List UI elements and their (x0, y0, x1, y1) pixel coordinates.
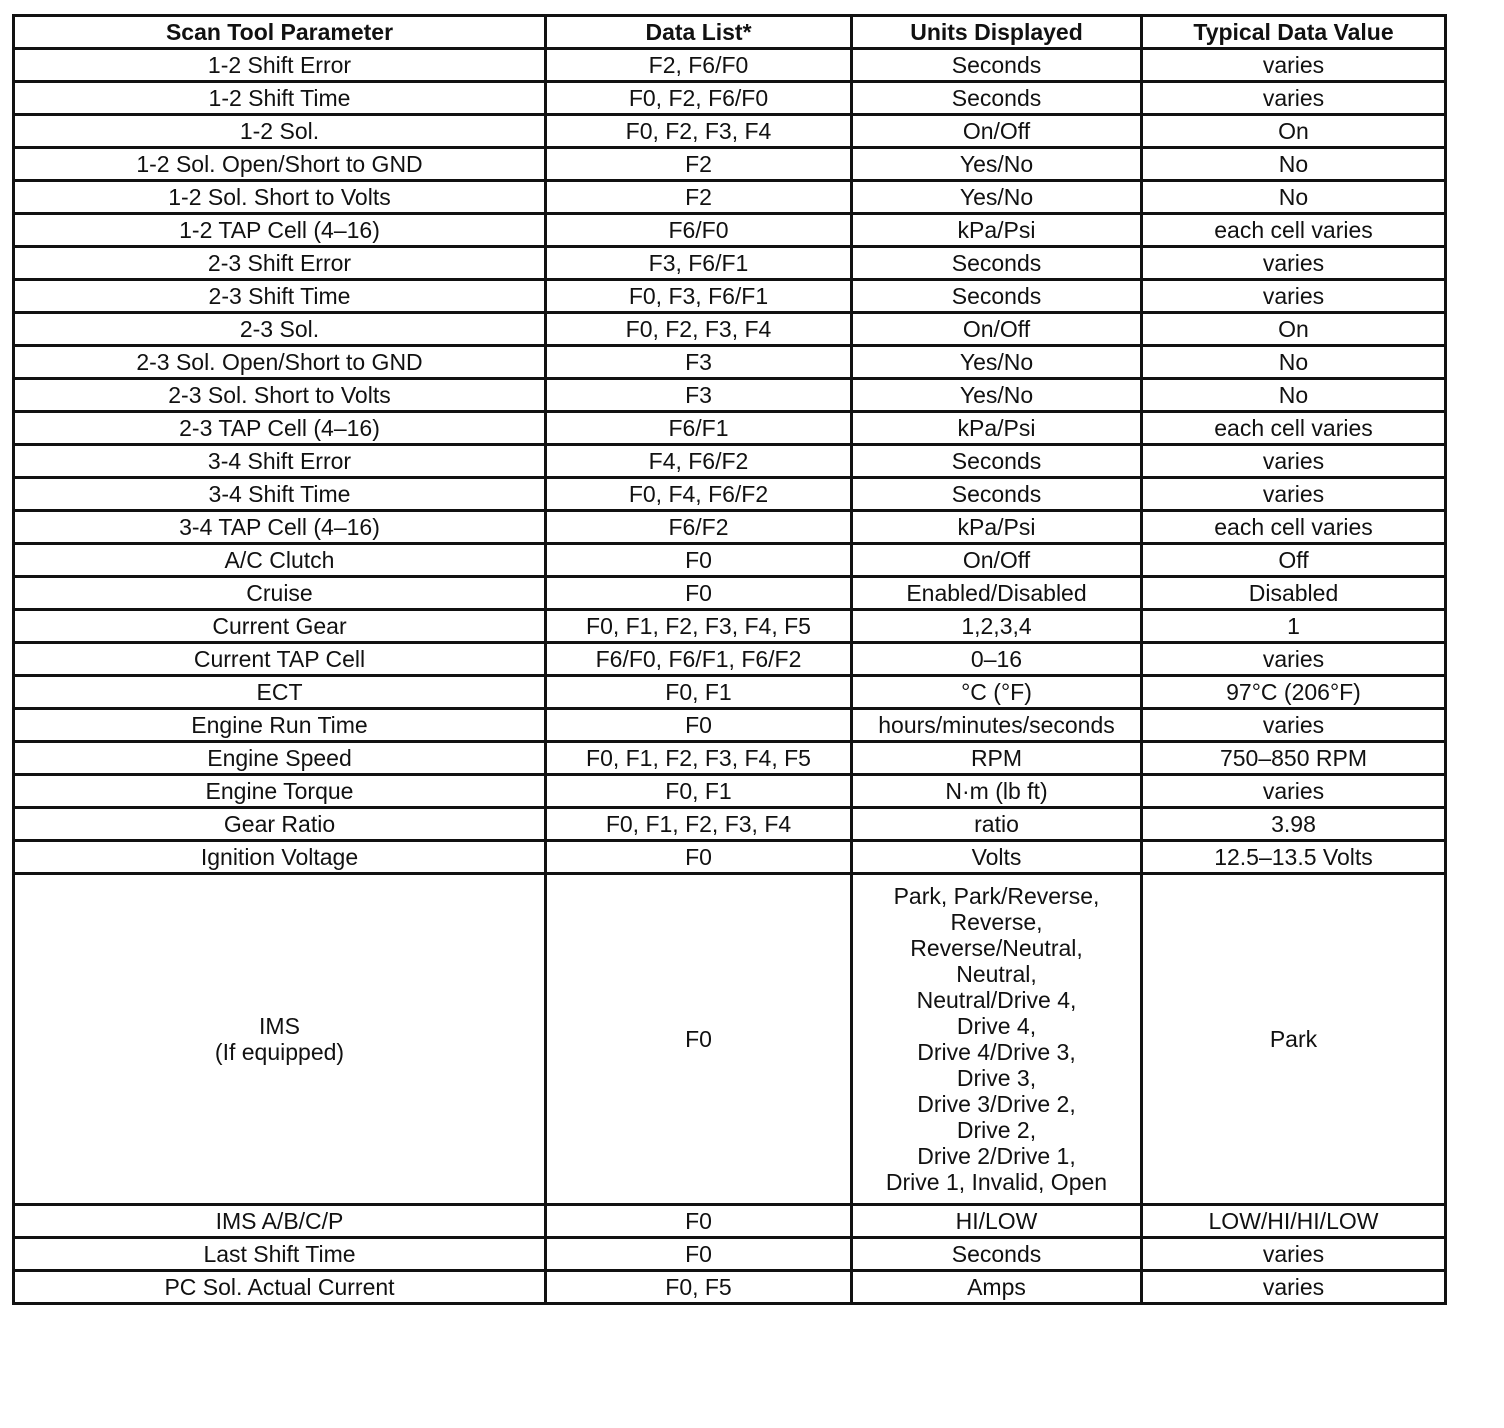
cell-typical-value: 1 (1142, 610, 1446, 643)
cell-parameter: Cruise (14, 577, 546, 610)
cell-parameter: 3-4 Shift Error (14, 445, 546, 478)
cell-data-list: F0, F2, F6/F0 (546, 82, 852, 115)
cell-data-list: F0, F3, F6/F1 (546, 280, 852, 313)
cell-typical-value: varies (1142, 49, 1446, 82)
cell-data-list: F0, F1, F2, F3, F4, F5 (546, 742, 852, 775)
cell-data-list: F6/F0, F6/F1, F6/F2 (546, 643, 852, 676)
cell-parameter: Ignition Voltage (14, 841, 546, 874)
cell-parameter: A/C Clutch (14, 544, 546, 577)
cell-parameter: Current TAP Cell (14, 643, 546, 676)
table-row (14, 874, 1446, 1205)
table-row (14, 742, 1446, 775)
table-row (14, 841, 1446, 874)
cell-data-list: F0 (546, 841, 852, 874)
cell-typical-value: varies (1142, 643, 1446, 676)
cell-units: On/Off (852, 313, 1142, 346)
cell-typical-value: each cell varies (1142, 412, 1446, 445)
header-row (14, 16, 1446, 49)
cell-parameter: Engine Run Time (14, 709, 546, 742)
cell-parameter: Current Gear (14, 610, 546, 643)
cell-units: kPa/Psi (852, 511, 1142, 544)
cell-parameter: Engine Torque (14, 775, 546, 808)
cell-parameter: 1-2 Shift Time (14, 82, 546, 115)
cell-data-list: F0 (546, 544, 852, 577)
cell-data-list: F4, F6/F2 (546, 445, 852, 478)
cell-typical-value: varies (1142, 775, 1446, 808)
cell-parameter: 2-3 Sol. Short to Volts (14, 379, 546, 412)
table-row (14, 49, 1446, 82)
cell-typical-value: varies (1142, 445, 1446, 478)
cell-data-list: F0 (546, 1205, 852, 1238)
cell-data-list: F6/F2 (546, 511, 852, 544)
cell-typical-value: LOW/HI/HI/LOW (1142, 1205, 1446, 1238)
cell-typical-value: Park (1142, 874, 1446, 1205)
table-row (14, 610, 1446, 643)
cell-data-list: F2 (546, 148, 852, 181)
table-row (14, 148, 1446, 181)
cell-parameter: 2-3 Sol. Open/Short to GND (14, 346, 546, 379)
table-row (14, 511, 1446, 544)
cell-units: 1,2,3,4 (852, 610, 1142, 643)
table-row (14, 313, 1446, 346)
table-row (14, 181, 1446, 214)
cell-parameter: Gear Ratio (14, 808, 546, 841)
cell-typical-value: On (1142, 313, 1446, 346)
cell-parameter: 2-3 Sol. (14, 313, 546, 346)
scan-tool-parameter-table-container (12, 14, 1444, 1305)
cell-units: Seconds (852, 445, 1142, 478)
table-row (14, 643, 1446, 676)
table-row (14, 115, 1446, 148)
table-row (14, 808, 1446, 841)
cell-data-list: F0, F1 (546, 775, 852, 808)
cell-data-list: F0, F1, F2, F3, F4 (546, 808, 852, 841)
cell-units: kPa/Psi (852, 214, 1142, 247)
table-row (14, 412, 1446, 445)
cell-parameter: 1-2 Shift Error (14, 49, 546, 82)
table-row (14, 379, 1446, 412)
cell-typical-value: Off (1142, 544, 1446, 577)
cell-data-list: F0 (546, 1238, 852, 1271)
table-row (14, 1271, 1446, 1304)
cell-parameter: 1-2 Sol. (14, 115, 546, 148)
scan-tool-parameter-table (12, 14, 1447, 1305)
cell-units: kPa/Psi (852, 412, 1142, 445)
cell-units: Seconds (852, 280, 1142, 313)
cell-units: Seconds (852, 247, 1142, 280)
cell-parameter: Engine Speed (14, 742, 546, 775)
cell-units: 0–16 (852, 643, 1142, 676)
table-row (14, 1238, 1446, 1271)
cell-data-list: F0 (546, 577, 852, 610)
cell-parameter: Last Shift Time (14, 1238, 546, 1271)
cell-typical-value: varies (1142, 1271, 1446, 1304)
cell-typical-value: 97°C (206°F) (1142, 676, 1446, 709)
table-row (14, 1205, 1446, 1238)
cell-typical-value: 750–850 RPM (1142, 742, 1446, 775)
cell-units: Yes/No (852, 346, 1142, 379)
table-row (14, 82, 1446, 115)
table-row (14, 577, 1446, 610)
cell-typical-value: varies (1142, 82, 1446, 115)
cell-units: Park, Park/Reverse, Reverse, Reverse/Neutral, Neutral, Neutral/Drive 4, Drive 4, Drive 4/Drive 3, Drive 3, Drive 3/Drive 2, Drive 2, Drive 2/Drive 1, Drive 1, Invalid, Open (852, 874, 1142, 1205)
cell-typical-value: each cell varies (1142, 511, 1446, 544)
cell-typical-value: Disabled (1142, 577, 1446, 610)
table-row (14, 775, 1446, 808)
table-row (14, 544, 1446, 577)
cell-data-list: F0 (546, 709, 852, 742)
cell-data-list: F0 (546, 874, 852, 1205)
cell-data-list: F3 (546, 379, 852, 412)
cell-parameter: 3-4 Shift Time (14, 478, 546, 511)
cell-units: On/Off (852, 544, 1142, 577)
cell-typical-value: varies (1142, 280, 1446, 313)
cell-parameter: 1-2 TAP Cell (4–16) (14, 214, 546, 247)
cell-units: Volts (852, 841, 1142, 874)
cell-units: ratio (852, 808, 1142, 841)
table-row (14, 280, 1446, 313)
cell-units: N·m (lb ft) (852, 775, 1142, 808)
table-row (14, 445, 1446, 478)
cell-parameter: 2-3 Shift Time (14, 280, 546, 313)
cell-units: hours/minutes/seconds (852, 709, 1142, 742)
cell-data-list: F0, F2, F3, F4 (546, 313, 852, 346)
cell-typical-value: varies (1142, 709, 1446, 742)
cell-parameter: ECT (14, 676, 546, 709)
cell-typical-value: varies (1142, 1238, 1446, 1271)
cell-data-list: F0, F4, F6/F2 (546, 478, 852, 511)
cell-typical-value: No (1142, 379, 1446, 412)
cell-units: Seconds (852, 82, 1142, 115)
cell-typical-value: 12.5–13.5 Volts (1142, 841, 1446, 874)
cell-typical-value: No (1142, 148, 1446, 181)
cell-parameter: IMS (If equipped) (14, 874, 546, 1205)
cell-units: RPM (852, 742, 1142, 775)
cell-units: Yes/No (852, 379, 1142, 412)
column-header-typical-value: Typical Data Value (1142, 16, 1446, 49)
cell-units: Seconds (852, 1238, 1142, 1271)
cell-data-list: F0, F2, F3, F4 (546, 115, 852, 148)
cell-parameter: 3-4 TAP Cell (4–16) (14, 511, 546, 544)
cell-typical-value: 3.98 (1142, 808, 1446, 841)
cell-parameter: 1-2 Sol. Open/Short to GND (14, 148, 546, 181)
cell-units: Yes/No (852, 148, 1142, 181)
cell-data-list: F3, F6/F1 (546, 247, 852, 280)
cell-data-list: F0, F5 (546, 1271, 852, 1304)
cell-units: Seconds (852, 478, 1142, 511)
table-row (14, 346, 1446, 379)
cell-data-list: F2 (546, 181, 852, 214)
table-body (14, 49, 1446, 1304)
cell-units: Amps (852, 1271, 1142, 1304)
cell-data-list: F3 (546, 346, 852, 379)
cell-units: Enabled/Disabled (852, 577, 1142, 610)
cell-units: HI/LOW (852, 1205, 1142, 1238)
cell-data-list: F0, F1 (546, 676, 852, 709)
cell-typical-value: No (1142, 346, 1446, 379)
cell-units: Seconds (852, 49, 1142, 82)
column-header-units: Units Displayed (852, 16, 1142, 49)
cell-parameter: 1-2 Sol. Short to Volts (14, 181, 546, 214)
table-row (14, 214, 1446, 247)
cell-typical-value: varies (1142, 478, 1446, 511)
cell-data-list: F6/F1 (546, 412, 852, 445)
cell-typical-value: each cell varies (1142, 214, 1446, 247)
table-row (14, 709, 1446, 742)
cell-parameter: 2-3 TAP Cell (4–16) (14, 412, 546, 445)
column-header-data-list: Data List* (546, 16, 852, 49)
cell-typical-value: No (1142, 181, 1446, 214)
cell-typical-value: varies (1142, 247, 1446, 280)
cell-data-list: F0, F1, F2, F3, F4, F5 (546, 610, 852, 643)
cell-typical-value: On (1142, 115, 1446, 148)
cell-parameter: IMS A/B/C/P (14, 1205, 546, 1238)
table-row (14, 676, 1446, 709)
cell-data-list: F6/F0 (546, 214, 852, 247)
cell-units: On/Off (852, 115, 1142, 148)
cell-parameter: PC Sol. Actual Current (14, 1271, 546, 1304)
column-header-parameter: Scan Tool Parameter (14, 16, 546, 49)
cell-units: °C (°F) (852, 676, 1142, 709)
table-row (14, 247, 1446, 280)
cell-parameter: 2-3 Shift Error (14, 247, 546, 280)
cell-data-list: F2, F6/F0 (546, 49, 852, 82)
table-row (14, 478, 1446, 511)
cell-units: Yes/No (852, 181, 1142, 214)
